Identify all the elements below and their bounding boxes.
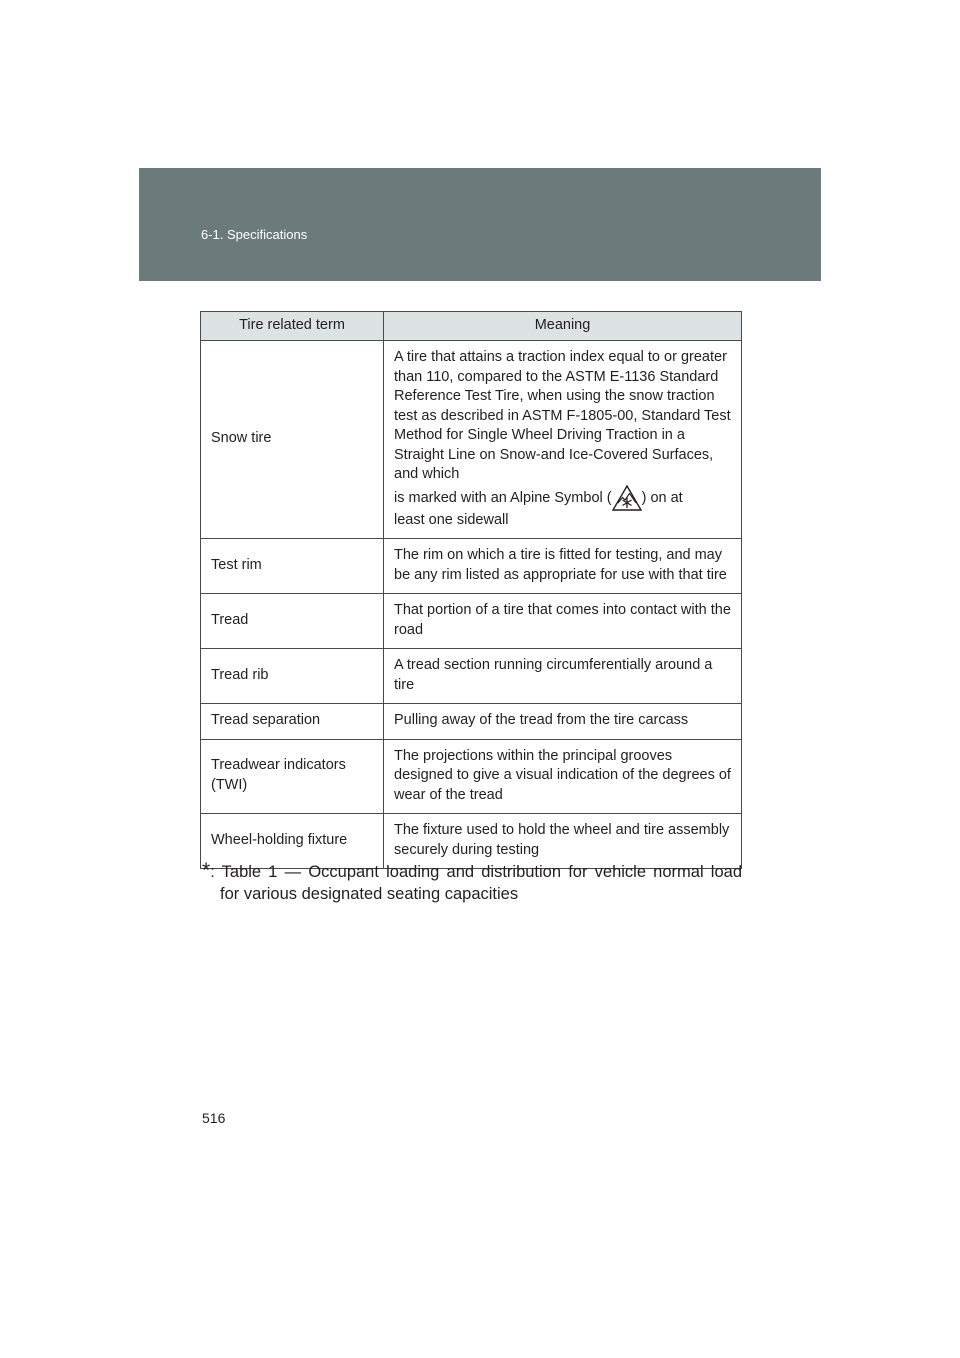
table-row	[201, 539, 742, 594]
alpine-symbol-line	[394, 485, 733, 511]
term-cell: Test rim	[201, 539, 384, 594]
tire-terms-table	[200, 311, 742, 869]
term-cell: Tread rib	[201, 649, 384, 704]
page-number: 516	[202, 1110, 226, 1126]
table-row	[201, 649, 742, 704]
term-cell: Snow tire	[201, 341, 384, 539]
section-header-band	[139, 168, 821, 281]
column-header-term: Tire related term	[201, 312, 384, 341]
section-title: 6-1. Specifications	[201, 227, 308, 242]
meaning-cell: The projections within the principal grooves designed to give a visual indication of the degrees of wear of the tread	[384, 739, 742, 814]
table-header-row	[201, 312, 742, 341]
meaning-text: A tire that attains a traction index equal to or greater than 110, compared to the ASTM E-1136 Standard Reference Test Tire, when using the snow traction test as described in ASTM F-1805-00, Standard Test Method for Single Wheel Driving Traction in a Straight Line on Snow-and Ice-Covered Surfaces, and which	[394, 349, 731, 482]
table-row	[201, 704, 742, 740]
meaning-cell: The fixture used to hold the wheel and tire assembly securely during testing	[384, 814, 742, 869]
footnote-marker: *	[202, 859, 211, 882]
meaning-cell: The rim on which a tire is fitted for testing, and may be any rim listed as appropriate for use with that tire	[384, 539, 742, 594]
meaning-text: least one sidewall	[394, 511, 509, 528]
column-header-meaning: Meaning	[384, 312, 742, 341]
table-row	[201, 739, 742, 814]
term-cell: Tread separation	[201, 704, 384, 740]
table-row	[201, 341, 742, 539]
table-footnote	[202, 860, 742, 905]
meaning-cell	[384, 341, 742, 539]
footnote-line	[202, 860, 742, 883]
alpine-symbol-icon	[612, 485, 642, 511]
meaning-cell: A tread section running circumferentially around a tire	[384, 649, 742, 704]
footnote-text: : Table 1 — Occupant loading and distribution for vehicle normal load	[210, 863, 742, 881]
term-cell: Wheel-holding fixture	[201, 814, 384, 869]
term-cell: Tread	[201, 594, 384, 649]
meaning-text: ) on at	[641, 489, 683, 506]
term-cell: Treadwear indicators (TWI)	[201, 739, 384, 814]
meaning-cell: Pulling away of the tread from the tire carcass	[384, 704, 742, 740]
meaning-text: is marked with an Alpine Symbol (	[394, 489, 612, 506]
table-row	[201, 594, 742, 649]
meaning-cell: That portion of a tire that comes into contact with the road	[384, 594, 742, 649]
footnote-line: for various designated seating capacities	[220, 885, 519, 903]
